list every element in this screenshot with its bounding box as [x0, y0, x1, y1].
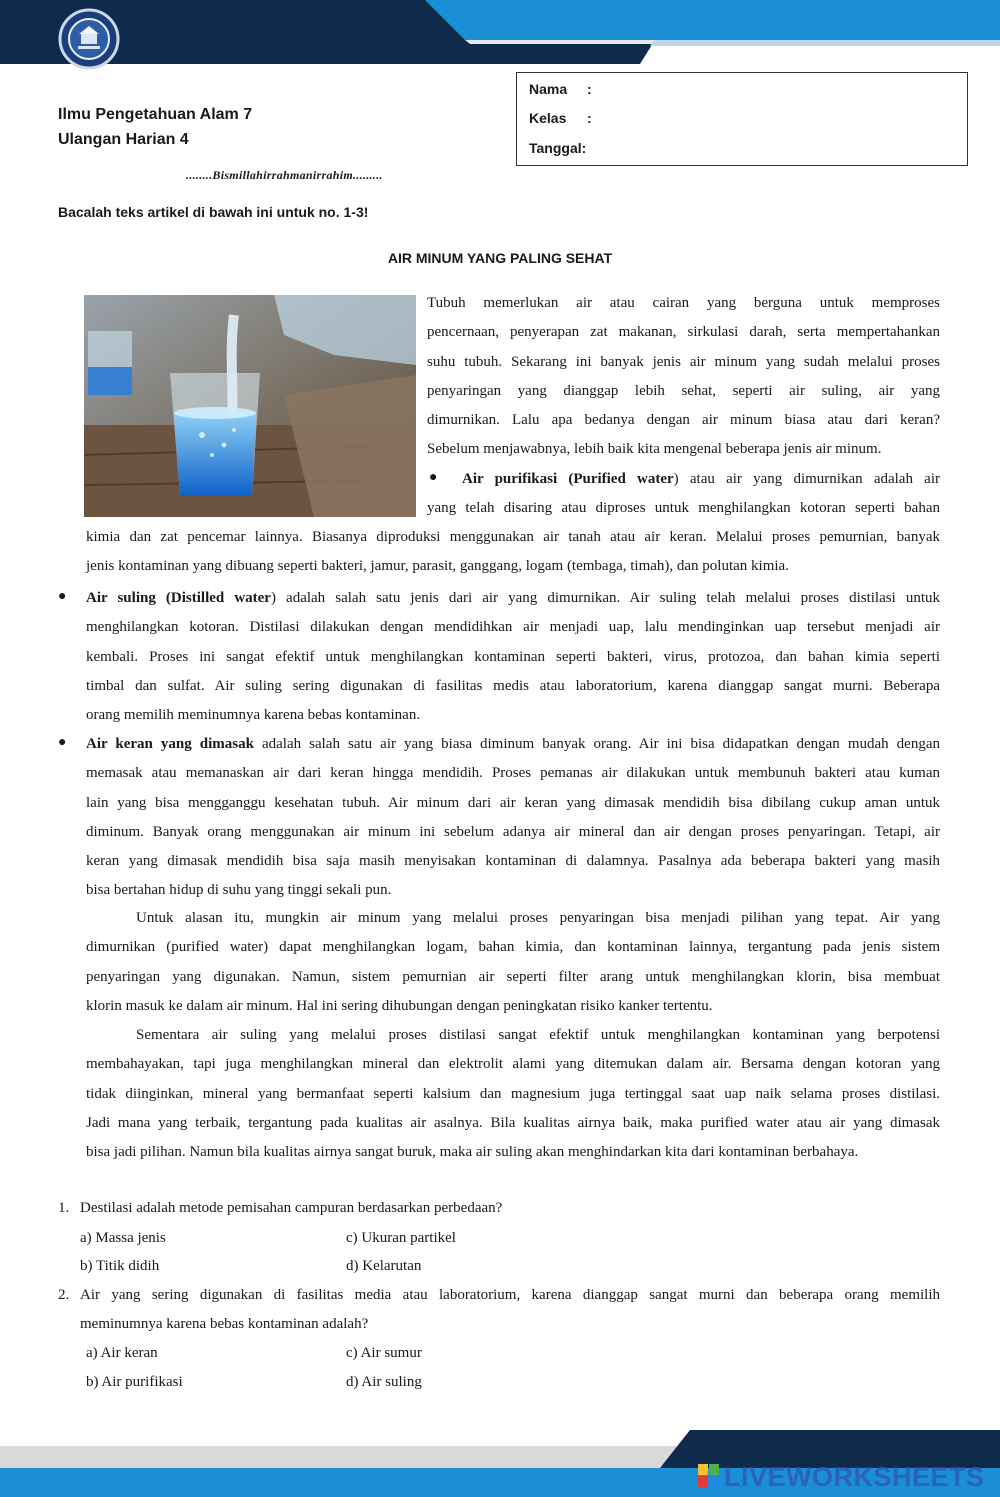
text-line: diminum. Banyak orang menggunakan air minum ini sebelum adanya air mineral dan air dengan proses penyaringan. Tetapi, air	[86, 823, 940, 840]
text-line: jenis kontaminan yang dibuang seperti bakteri, jamur, parasit, ganggang, logam (tembaga, timah), dan polutan kimia.	[86, 558, 789, 575]
text-line: Untuk alasan itu, mungkin air minum yang melalui proses penyaringan bisa menjadi pilihan yang tepat. Air yang	[136, 910, 940, 926]
name-row[interactable]	[529, 81, 592, 97]
question-2-text	[80, 1281, 940, 1339]
purified-continuation	[86, 523, 940, 582]
text-line: meminumnya karena bebas kontaminan adalah?	[80, 1316, 369, 1332]
class-separator: :	[587, 110, 592, 126]
text-line: orang memilih meminumnya karena bebas kontaminan.	[86, 707, 421, 724]
text-line: penyaringan yang dianggap lebih sehat, seperti air suling, air yang	[427, 382, 940, 399]
basmalah: ........Bismillahirrahmanirrahim.........	[186, 168, 383, 182]
distilled-paragraph	[86, 584, 940, 730]
purified-term: Air purifikasi (Purified water	[462, 471, 674, 487]
text-line: lain yang bisa mengganggu kesehatan tubuh. Air minum dari air keran yang dimasak mendidih bisa dibilang cukup aman untuk	[86, 794, 940, 811]
article-title: AIR MINUM YANG PALING SEHAT	[387, 250, 613, 266]
text-line: dimurnikan (purified water) dapat menghilangkan logam, bahan kimia, dan kontaminan lainnya, tergantung pada jenis sistem	[86, 939, 940, 956]
name-label: Nama	[529, 81, 568, 97]
class-row[interactable]	[529, 110, 592, 126]
date-label: Tanggal	[529, 140, 582, 156]
text-line: Air yang sering digunakan di fasilitas media atau laboratorium, karena dianggap sangat murni dan beberapa orang memilih	[80, 1287, 940, 1303]
text-line: klorin masuk ke dalam air minum. Hal ini sering dihubungan dengan peningkatan risiko kanker tertentu.	[86, 997, 713, 1014]
text-line: tidak diinginkan, mineral yang bermanfaat seperti kalsium dan magnesium juga tertinggal saat uap naik selama proses distilasi.	[86, 1085, 940, 1102]
text-line: yang telah disaring atau diproses untuk menghilangkan kotoran seperti bahan	[427, 500, 940, 516]
exam-title: Ulangan Harian 4	[58, 131, 189, 148]
option-2c[interactable]: c) Air sumur	[346, 1345, 422, 1361]
text-line: Tubuh memerlukan air atau cairan yang berguna untuk memproses	[427, 295, 940, 311]
question-1-number: 1.	[58, 1200, 70, 1216]
class-label: Kelas	[529, 110, 567, 126]
text-line: timbal dan sulfat. Air suling sering digunakan di fasilitas medis atau laboratorium, karena dianggap sangat murni. Beberapa	[86, 677, 940, 694]
text-line: suhu tubuh. Sekarang ini banyak jenis air minum yang sudah melalui proses	[427, 353, 940, 370]
conclusion-paragraph-2	[86, 1021, 940, 1167]
text-line: keran yang dimasak mendidih bisa saja masih menyisakan kontaminan di dalamnya. Pasalnya ada beberapa bakteri yang masih	[86, 853, 940, 870]
purified-second-line	[427, 494, 940, 523]
option-1b[interactable]: b) Titik didih	[80, 1258, 160, 1274]
text-line: Air suling (Distilled water) adalah salah satu jenis dari air yang dimurnikan. Air suling telah melalui proses distilasi untuk	[86, 590, 940, 606]
boiled-paragraph	[86, 730, 940, 906]
date-row[interactable]	[529, 140, 586, 156]
purified-first-line	[462, 465, 940, 494]
text-line: menghilangkan kotoran. Distilasi dilakukan dengan mendidihkan air menjadi uap, lalu mendinginkan uap tersebut menjadi air	[86, 619, 940, 636]
liveworksheets-logo-icon	[698, 1464, 720, 1488]
text-line: pencernaan, penyerapan zat makanan, sirkulasi darah, serta mempertahankan	[427, 324, 940, 341]
text-line: kimia dan zat pencemar lainnya. Biasanya diproduksi menggunakan air tanah atau air keran. Melalui proses pemurnian, banyak	[86, 529, 940, 545]
text-line: kembali. Proses ini sangat efektif untuk menghilangkan kontaminan seperti bakteri, virus, protozoa, dan bahan kimia seperti	[86, 648, 940, 665]
intro-paragraph	[427, 289, 940, 465]
bullet-icon: ●	[58, 589, 67, 604]
option-1a[interactable]: a) Massa jenis	[80, 1230, 166, 1246]
text-line: dimurnikan. Lalu apa bedanya dengan air minum biasa atau dari keran?	[427, 412, 940, 429]
text-line: membahayakan, tapi juga menghilangkan mineral dan elektrolit alami yang ditemukan dalam air. Bersama dengan kotoran yang	[86, 1056, 940, 1073]
option-2d[interactable]: d) Air suling	[346, 1374, 422, 1390]
text-line: Sementara air suling yang melalui proses distilasi sangat efektif untuk menghilangkan kontaminan yang berpotensi	[136, 1027, 940, 1043]
question-1-text: Destilasi adalah metode pemisahan campuran berdasarkan perbedaan?	[80, 1200, 503, 1216]
bullet-icon: ●	[429, 470, 438, 485]
conclusion-paragraph-1	[86, 904, 940, 1021]
option-2b[interactable]: b) Air purifikasi	[86, 1374, 183, 1390]
text-line: Jadi mana yang terbaik, tergantung pada kualitas air asalnya. Bila kualitas airnya baik, maka purified water atau air yang dimasak	[86, 1114, 940, 1131]
date-separator: :	[581, 140, 587, 156]
liveworksheets-brand[interactable]: LIVEWORKSHEETS	[724, 1462, 985, 1492]
instruction: Bacalah teks artikel di bawah ini untuk no. 1-3!	[58, 204, 369, 220]
question-2-number: 2.	[58, 1287, 70, 1303]
header-band	[0, 0, 1000, 64]
option-2a[interactable]: a) Air keran	[86, 1345, 158, 1361]
text-line: Air purifikasi (Purified water) atau air yang dimurnikan adalah air	[462, 471, 940, 487]
subject-title: Ilmu Pengetahuan Alam 7	[58, 106, 253, 123]
bullet-icon: ●	[58, 735, 67, 750]
name-separator: :	[587, 81, 592, 97]
option-1d[interactable]: d) Kelarutan	[346, 1258, 422, 1274]
school-logo	[58, 8, 120, 70]
text-line: bisa jadi pilihan. Namun bila kualitas airnya sangat buruk, maka air suling akan menghindarkan kita dari kontaminan berbahaya.	[86, 1144, 859, 1161]
text-line: penyaringan yang digunakan. Namun, sistem pemurnian air seperti filter arang untuk menghilangkan klorin, bisa membuat	[86, 968, 940, 985]
identity-box	[516, 72, 968, 166]
text-line: bisa bertahan hidup di suhu yang tinggi sekali pun.	[86, 882, 392, 899]
water-glass-photo	[84, 295, 416, 517]
text-line: Sebelum menjawabnya, lebih baik kita mengenal beberapa jenis air minum.	[427, 441, 882, 458]
text-line: Air keran yang dimasak adalah salah satu air yang biasa diminum banyak orang. Air ini bisa didapatkan dengan mudah dengan	[86, 736, 940, 752]
boiled-term: Air keran yang dimasak	[86, 736, 254, 752]
text-line: memasak atau memanaskan air dari keran hingga mendidih. Proses pemanas air dilakukan untuk membunuh bakteri atau kuman	[86, 765, 940, 782]
distilled-term: Air suling (Distilled water	[86, 590, 271, 606]
title-block	[58, 102, 252, 152]
option-1c[interactable]: c) Ukuran partikel	[346, 1230, 456, 1246]
